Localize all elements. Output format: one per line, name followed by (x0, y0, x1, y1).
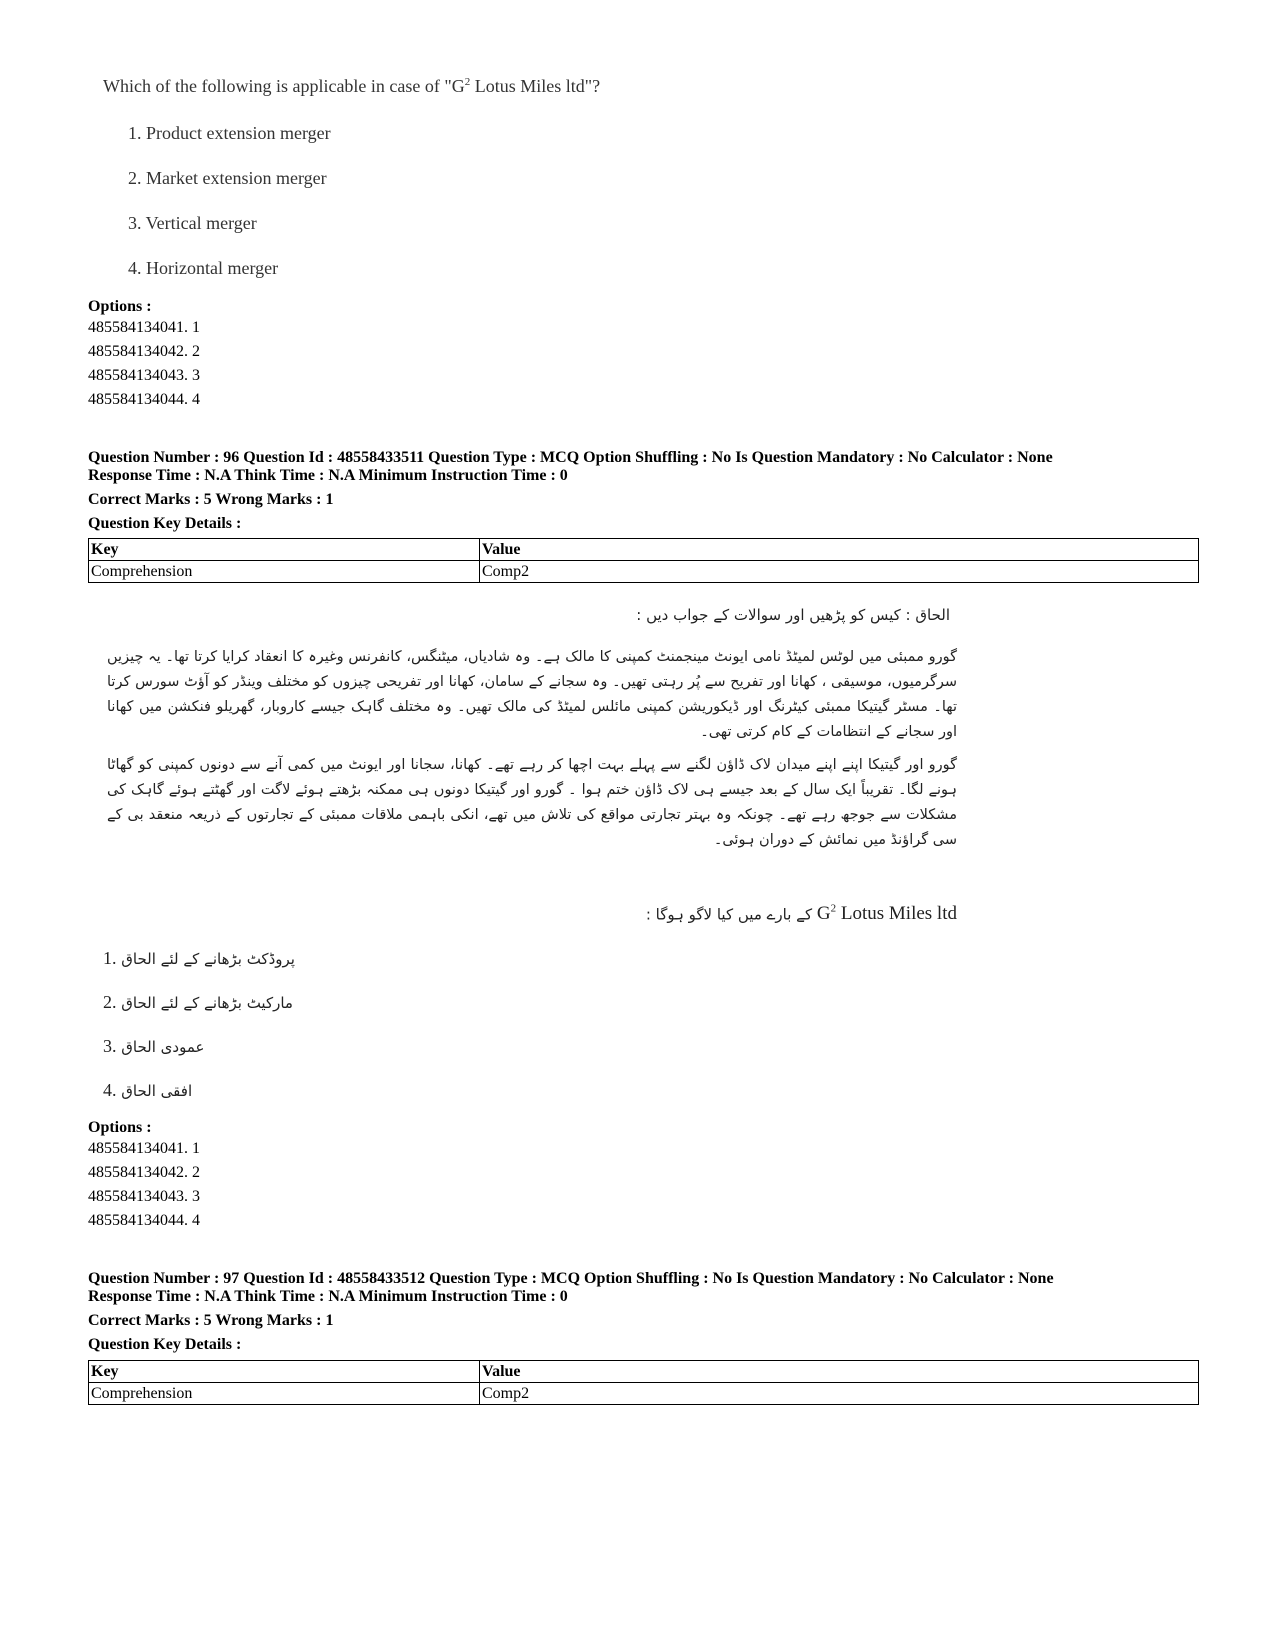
question-marks: Correct Marks : 5 Wrong Marks : 1 (88, 1312, 334, 1329)
option-id: 485584134044. 4 (88, 1212, 200, 1229)
choice-item: 1. Product extension merger (128, 123, 331, 143)
question-timing: Response Time : N.A Think Time : N.A Minimum Instruction Time : 0 (88, 1288, 568, 1305)
table-cell-value: Comp2 (480, 561, 1199, 583)
option-id: 485584134044. 4 (88, 391, 200, 408)
urdu-comprehension-paragraph-1: گورو ممبئی میں لوٹس لمیٹڈ نامی ایونٹ مینجمنٹ کمپنی کا مالک ہے۔ وہ شادیاں، میٹنگس، کانفرنس وغیرہ کا انعقاد کرایا کرتا تھا۔ یہ چیزیں سرگرمیوں، موسیقی ، کھانا اور تفریح سے پُر رہتی تھیں۔ وہ سجانے کے سامان، کھانا اور تفریحی چیزوں کو مختلف وینڈر کو آؤٹ سورس کرتا تھا۔ مسٹر گیتیکا ممبئی کیٹرنگ اور ڈیکوریشن کمپنی مائلس لمیٹڈ کی مالک تھیں۔ وہ مختلف گاہک جیسے کاروبار، گھریلو فنکشن میں کھانا اور سجانے کے انتظامات کے کام کرتی تھی۔ (107, 649, 957, 740)
question-choices-list (128, 121, 331, 301)
table-header-row (89, 1361, 1199, 1383)
urdu-choice-item: 4. افقی الحاق (103, 1080, 193, 1100)
table-row (89, 1383, 1199, 1405)
table-cell-key: Comprehension (89, 1383, 480, 1405)
urdu-choice-item: 2. مارکیٹ بڑھانے کے لئے الحاق (103, 992, 293, 1012)
options-block (88, 298, 200, 412)
key-details-title: Question Key Details : (88, 515, 242, 532)
options-title: Options : (88, 1119, 152, 1136)
option-id: 485584134043. 3 (88, 1188, 200, 1205)
key-details-title: Question Key Details : (88, 1336, 242, 1353)
table-header-row (89, 539, 1199, 561)
question-97-header (88, 1269, 1238, 1354)
options-block (88, 1119, 200, 1233)
table-header-value: Value (480, 1361, 1199, 1383)
table-header-key: Key (89, 539, 480, 561)
urdu-choice-item: 3. عمودی الحاق (103, 1036, 205, 1056)
question-stem-english: Which of the following is applicable in case of "$G^2$ Lotus Miles ltd"? (103, 76, 601, 96)
question-96-header (88, 448, 1238, 533)
option-id: 485584134042. 2 (88, 1164, 200, 1181)
urdu-question-stem: $G^2$ Lotus Miles ltd کے بارے میں کیا لاگو ہوگا : (645, 903, 957, 925)
urdu-choice-item: 1. پروڈکٹ بڑھانے کے لئے الحاق (103, 948, 295, 968)
choice-item: 2. Market extension merger (128, 168, 327, 188)
table-row (89, 561, 1199, 583)
options-title: Options : (88, 298, 152, 315)
option-id: 485584134041. 1 (88, 319, 200, 336)
choice-item: 4. Horizontal merger (128, 258, 279, 278)
table-cell-value: Comp2 (480, 1383, 1199, 1405)
question-timing: Response Time : N.A Think Time : N.A Minimum Instruction Time : 0 (88, 467, 568, 484)
urdu-comprehension-paragraph-2: گورو اور گیتیکا اپنے اپنے میدان لاک ڈاؤن لگنے سے پہلے بہت اچھا کر رہے تھے۔ کھانا، سجانا اور ایونٹ میں کمی آنے سے دونوں کمپنی کو گھاٹا ہونے لگا۔ تقریباً ایک سال کے بعد جیسے ہی لاک ڈاؤن ختم ہوا ۔ گورو اور گیتیکا دونوں ہی ممکنہ بڑھتے ہوئے لاگت اور گھٹتے ہوئے گاہک کی مشکلات سے جوجھ رہے تھے۔ چونکہ وہ بہتر تجارتی مواقع کی تلاش میں تھے، انکی باہمی ملاقات ممبئی کے تجارتوں کے ذریعہ منعقد بی کے سی گراؤنڈ میں نمائش کے دوران ہوئی۔ (107, 757, 957, 848)
key-details-table (88, 1360, 1199, 1405)
question-marks: Correct Marks : 5 Wrong Marks : 1 (88, 491, 334, 508)
table-header-value: Value (480, 539, 1199, 561)
option-id: 485584134041. 1 (88, 1140, 200, 1157)
option-id: 485584134042. 2 (88, 343, 200, 360)
urdu-comprehension-heading: الحاق : کیس کو پڑھیں اور سوالات کے جواب دیں : (636, 606, 950, 624)
key-details-table (88, 538, 1199, 583)
option-id: 485584134043. 3 (88, 367, 200, 384)
table-cell-key: Comprehension (89, 561, 480, 583)
question-meta: Question Number : 97 Question Id : 48558433512 Question Type : MCQ Option Shuffling : No Is Question Mandatory : No Calculator : None (88, 1270, 1054, 1287)
choice-item: 3. Vertical merger (128, 213, 257, 233)
table-header-key: Key (89, 1361, 480, 1383)
question-meta: Question Number : 96 Question Id : 48558433511 Question Type : MCQ Option Shuffling : No Is Question Mandatory : No Calculator : None (88, 449, 1053, 466)
